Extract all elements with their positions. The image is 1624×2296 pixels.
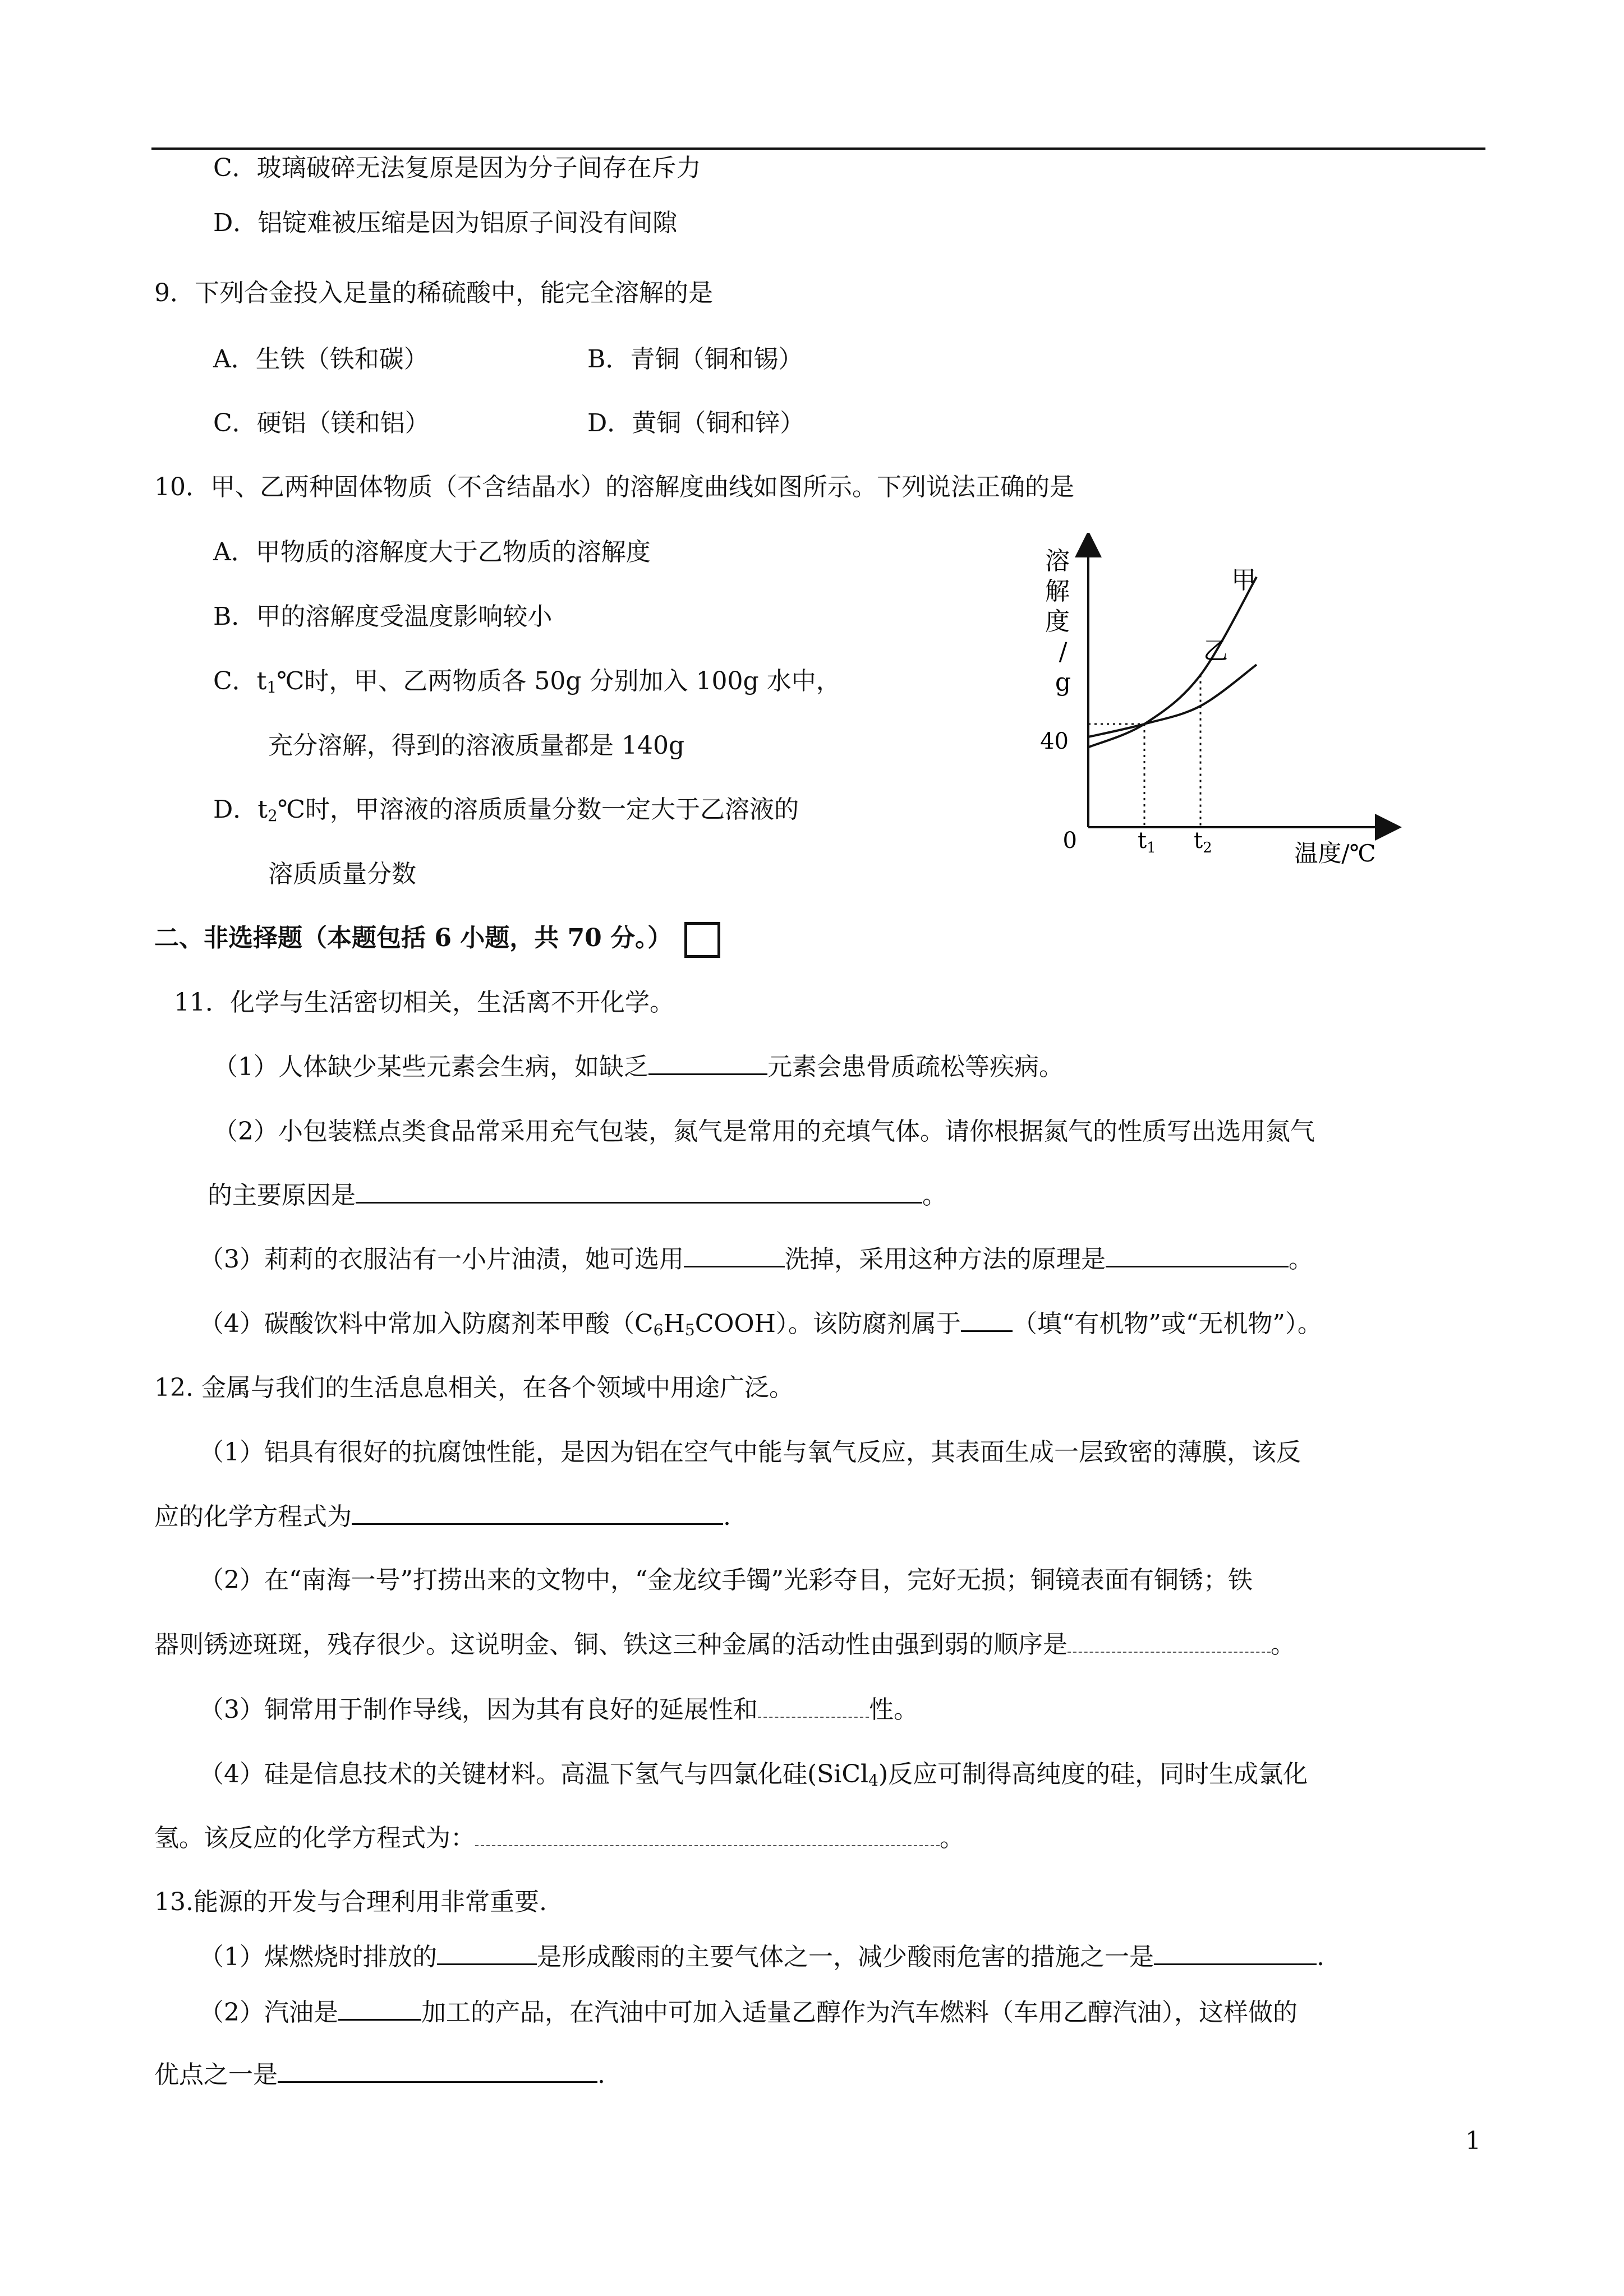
q12-p4-text-end: )反应可制得高纯度的硅，同时生成氯化 xyxy=(878,1760,1308,1788)
q12-part2-cont xyxy=(154,1628,1295,1662)
q13-p1-text-end: . xyxy=(1317,1943,1324,1971)
q11-part2-cont xyxy=(208,1178,947,1212)
y-tick-label: 40 xyxy=(1040,729,1069,754)
q13-part2-cont xyxy=(154,2058,605,2092)
q11-part1 xyxy=(213,1050,1064,1084)
q12-p3-text: （3）铜常用于制作导线，因为其有良好的延展性和 xyxy=(199,1695,758,1724)
series-label-yi: 乙 xyxy=(1203,637,1228,666)
q12-p2-cont-text: 器则锈迹斑斑，残存很少。这说明金、铜、铁这三种金属的活动性由强到弱的顺序是 xyxy=(154,1630,1068,1659)
series-line-yi xyxy=(1088,665,1257,737)
q9-option-b: B．青铜（铜和锡） xyxy=(587,345,803,374)
q9-option-c: C．硬铝（镁和铝） xyxy=(213,409,430,437)
q12-p3-text-end: 性。 xyxy=(869,1695,918,1724)
q10-option-c xyxy=(213,665,841,704)
q12-part4-cont xyxy=(154,1822,964,1855)
q10-stem: 10．甲、乙两种固体物质（不含结晶水）的溶解度曲线如图所示。下列说法正确的是 xyxy=(154,473,1074,501)
solubility-chart xyxy=(1021,533,1402,880)
q10-c-prefix: C．t xyxy=(213,667,267,695)
q8-option-d: D．铝锭难被压缩是因为铝原子间没有间隙 xyxy=(213,209,678,237)
q11-p2-cont-end: 。 xyxy=(922,1181,947,1210)
q12-p4-text: （4）硅是信息技术的关键材料。高温下氢气与四氯化硅(SiCl xyxy=(199,1760,869,1788)
q12-stem: 12. 金属与我们的生活息息相关，在各个领域中用途广泛。 xyxy=(154,1373,794,1402)
y-axis-label: 溶解度/ g xyxy=(1045,547,1071,697)
q11-p3-text-end: 。 xyxy=(1289,1245,1313,1274)
q11-p3-text: （3）莉莉的衣服沾有一小片油渍，她可选用 xyxy=(199,1245,684,1274)
q11-p3-answer-blank-2[interactable] xyxy=(1106,1242,1289,1267)
x-tick-label-t2: $t_2$ xyxy=(1194,828,1212,856)
q9-option-a: A．生铁（铁和碳） xyxy=(213,345,429,374)
q10-d-text: ℃时，甲溶液的溶质质量分数一定大于乙溶液的 xyxy=(277,795,799,824)
q13-p2-answer-blank[interactable] xyxy=(338,1995,421,2021)
q11-p4-text-mid: COOH）。该防腐剂属于 xyxy=(694,1310,961,1338)
q11-p4-text: （4）碳酸饮料中常加入防腐剂苯甲酸（C xyxy=(199,1310,654,1338)
q12-part1-cont xyxy=(154,1500,731,1534)
q11-p4-text-end: （填“有机物”或“无机物”）。 xyxy=(1012,1310,1322,1338)
q12-part1: （1）铝具有很好的抗腐蚀性能，是因为铝在空气中能与氧气反应，其表面生成一层致密的薄膜，该反 xyxy=(199,1438,1301,1467)
q13-p1-text: （1）煤燃烧时排放的 xyxy=(199,1943,437,1971)
q11-p4-h: H xyxy=(663,1310,685,1338)
q12-p1-cont-text: 应的化学方程式为 xyxy=(154,1502,352,1531)
q10-option-c-cont: 充分溶解，得到的溶液质量都是 140g xyxy=(268,731,685,760)
q11-p3-text-mid: 洗掉，采用这种方法的原理是 xyxy=(785,1245,1106,1274)
q9-option-d: D．黄铜（铜和锌） xyxy=(587,409,805,437)
x-axis-label: 温度/℃ xyxy=(1294,840,1376,867)
q11-stem: 11．化学与生活密切相关，生活离不开化学。 xyxy=(174,988,674,1017)
header-rule xyxy=(151,147,1485,150)
page-number: 1 xyxy=(1465,2127,1481,2155)
q10-option-d xyxy=(213,793,799,833)
q11-p4-sub1: 6 xyxy=(653,1321,664,1339)
score-box[interactable] xyxy=(684,922,720,958)
series-line-jia xyxy=(1088,577,1257,748)
q10-d-prefix: D．t xyxy=(213,795,268,824)
q11-part2: （2）小包装糕点类食品常采用充气包装，氮气是常用的充填气体。请你根据氮气的性质写出选用氮气 xyxy=(213,1117,1315,1146)
x-tick-label-t1: $t_1$ xyxy=(1138,828,1156,856)
q12-part4 xyxy=(199,1758,1308,1797)
q10-d-sub: 2 xyxy=(267,806,278,825)
q8-option-c: C．玻璃破碎无法复原是因为分子间存在斥力 xyxy=(213,154,701,182)
q11-p2-cont-text: 的主要原因是 xyxy=(208,1181,356,1210)
q13-p2-cont-text: 优点之一是 xyxy=(154,2060,278,2089)
section2-title-text: 二、非选择题（本题包括 6 小题，共 70 分。） xyxy=(154,924,673,952)
q10-c-text: ℃时，甲、乙两物质各 50g 分别加入 100g 水中， xyxy=(277,667,841,695)
q11-p1-text-end: 元素会患骨质疏松等疾病。 xyxy=(767,1053,1064,1081)
q13-p2-text-end: 加工的产品，在汽油中可加入适量乙醇作为汽车燃料（车用乙醇汽油），这样做的 xyxy=(421,1998,1298,2027)
q13-p1-answer-blank-1[interactable] xyxy=(437,1940,537,1965)
q12-p4-cont-text: 氢。该反应的化学方程式为： xyxy=(154,1824,475,1852)
series-label-jia: 甲 xyxy=(1231,565,1256,594)
q12-p1-answer-blank[interactable] xyxy=(352,1500,723,1525)
q10-option-a: A．甲物质的溶解度大于乙物质的溶解度 xyxy=(213,538,651,566)
q11-p1-answer-blank[interactable] xyxy=(648,1050,767,1075)
q11-p4-answer-blank[interactable] xyxy=(961,1307,1013,1332)
q13-part1 xyxy=(199,1940,1324,1974)
q11-p1-text: （1）人体缺少某些元素会生病，如缺乏 xyxy=(213,1053,648,1081)
q12-part3 xyxy=(199,1693,918,1727)
q13-p2-cont-end: . xyxy=(597,2060,605,2089)
q13-p2-answer-blank-2[interactable] xyxy=(278,2058,597,2083)
q13-p1-answer-blank-2[interactable] xyxy=(1154,1940,1317,1965)
q9-stem: 9．下列合金投入足量的稀硫酸中，能完全溶解的是 xyxy=(154,279,713,307)
q12-p4-answer-blank[interactable] xyxy=(475,1822,940,1846)
origin-label: 0 xyxy=(1062,828,1077,854)
q12-p2-answer-blank[interactable] xyxy=(1068,1628,1271,1653)
q12-part2: （2）在“南海一号”打捞出来的文物中，“金龙纹手镯”光彩夺目，完好无损；铜镜表面有铜锈；铁 xyxy=(199,1566,1253,1594)
q12-p3-answer-blank[interactable] xyxy=(758,1693,869,1718)
q12-p4-cont-end: 。 xyxy=(940,1824,964,1852)
q12-p1-cont-end: . xyxy=(723,1502,731,1531)
q11-p3-answer-blank-1[interactable] xyxy=(684,1242,785,1267)
q13-stem: 13.能源的开发与合理利用非常重要. xyxy=(154,1888,547,1916)
q11-p4-sub2: 5 xyxy=(684,1321,695,1339)
section2-title xyxy=(154,921,720,958)
q11-part4 xyxy=(199,1307,1322,1347)
q13-p2-text: （2）汽油是 xyxy=(199,1998,338,2027)
q12-p4-sub: 4 xyxy=(868,1771,878,1790)
q10-c-sub: 1 xyxy=(266,678,277,697)
q10-option-b: B．甲的溶解度受温度影响较小 xyxy=(213,602,553,631)
q11-part3 xyxy=(199,1242,1313,1276)
q10-option-d-cont: 溶质质量分数 xyxy=(268,860,416,888)
q11-p2-answer-blank[interactable] xyxy=(356,1178,922,1204)
q13-part2 xyxy=(199,1995,1298,2030)
q12-p2-cont-end: 。 xyxy=(1271,1630,1295,1659)
q13-p1-text-mid: 是形成酸雨的主要气体之一，减少酸雨危害的措施之一是 xyxy=(537,1943,1154,1971)
